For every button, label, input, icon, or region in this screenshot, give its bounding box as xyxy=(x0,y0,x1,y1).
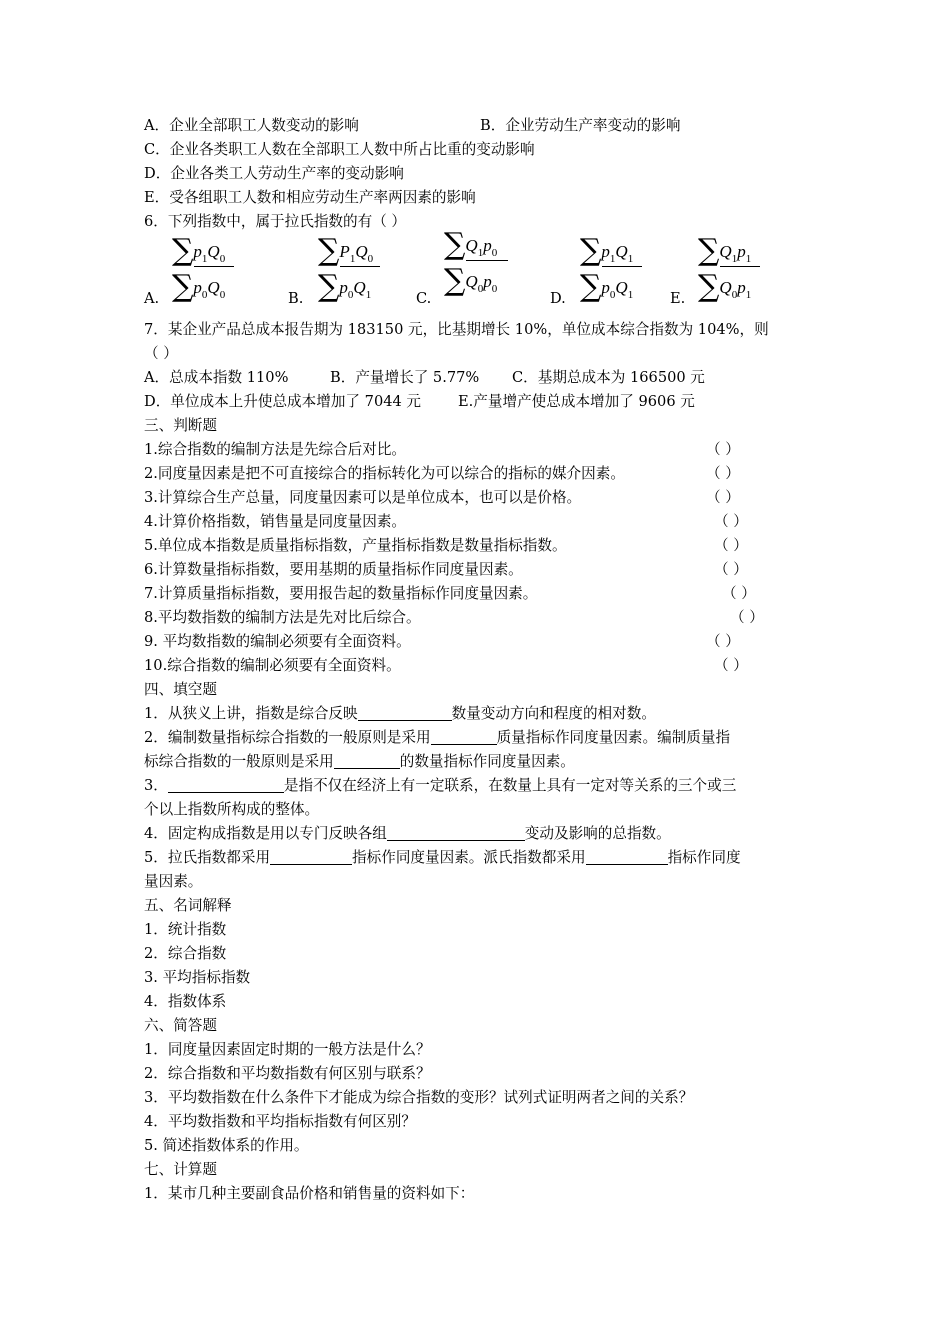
answer-parens: （ ） xyxy=(706,633,740,650)
answer-blank[interactable] xyxy=(358,703,452,721)
judge-item: 4.计算价格指数，销售量是同度量因素。 （ ） xyxy=(144,510,824,534)
section-heading-judge: 三、判断题 xyxy=(144,417,217,434)
answer-parens: （ ） xyxy=(714,537,748,554)
calc-item: 1．某市几种主要副食品价格和销售量的资料如下： xyxy=(144,1185,475,1202)
q7-option-c: C．基期总成本为 166500 元 xyxy=(512,369,705,386)
judge-item: 2.同度量因素是把不可直接综合的指标转化为可以综合的指标的媒介因素。 （ ） xyxy=(144,462,824,486)
fill-item-1: 1．从狭义上讲，指数是综合反映 数量变动方向和程度的相对数。 xyxy=(144,705,656,722)
q7-option-d: D．单位成本上升使总成本增加了 7044 元 xyxy=(144,393,422,410)
judge-item: 6.计算数量指标指数，要用基期的质量指标作同度量因素。 （ ） xyxy=(144,558,824,582)
answer-parens: （ ） xyxy=(706,465,740,482)
judge-item: 3.计算综合生产总量，同度量因素可以是单位成本，也可以是价格。 （ ） xyxy=(144,486,824,510)
section-heading-terms: 五、名词解释 xyxy=(144,897,232,914)
section-heading-short: 六、简答题 xyxy=(144,1017,217,1034)
answer-parens: （ ） xyxy=(714,513,748,530)
q5-option-e: E．受各组职工人数和相应劳动生产率两因素的影响 xyxy=(144,189,476,206)
fill-item-2-cont: 标综合指数的一般原则是采用 的数量指标作同度量因素。 xyxy=(144,753,575,770)
term-item: 2．综合指数 xyxy=(144,945,227,962)
fraction-bar xyxy=(340,266,380,267)
answer-blank[interactable] xyxy=(270,847,352,865)
answer-blank[interactable] xyxy=(431,727,497,745)
sum-sign-icon: ∑ xyxy=(444,227,466,262)
sum-sign-icon: ∑ xyxy=(318,269,340,304)
short-item: 3．平均数指数在什么条件下才能成为综合指数的变形？试列式证明两者之间的关系？ xyxy=(144,1089,694,1106)
fill-item-5: 5．拉氏指数都采用 指标作同度量因素。派氏指数都采用 指标作同度 xyxy=(144,849,741,866)
q7-option-b: B．产量增长了 5.77% xyxy=(330,369,480,386)
q7-stem-line2: （ ） xyxy=(144,345,178,362)
answer-blank[interactable] xyxy=(168,775,284,793)
sum-sign-icon: ∑ xyxy=(698,233,720,268)
judge-item: 10.综合指数的编制必须要有全面资料。 （ ） xyxy=(144,654,824,678)
q7-stem-line1: 7．某企业产品总成本报告期为 183150 元，比基期增长 10%，单位成本综合指数为 104%，则 xyxy=(144,321,769,338)
short-item: 1．同度量因素固定时期的一般方法是什么？ xyxy=(144,1041,431,1058)
q5-option-c: C．企业各类职工人数在全部职工人数中所占比重的变动影响 xyxy=(144,141,535,158)
judge-item: 8.平均数指数的编制方法是先对比后综合。 （ ） xyxy=(144,606,824,630)
q5-option-b: B．企业劳动生产率变动的影响 xyxy=(480,117,681,134)
q7-options-row1 xyxy=(144,366,824,390)
fill-item-2: 2．编制数量指标综合指数的一般原则是采用 质量指标作同度量因素。编制质量指 xyxy=(144,729,731,746)
sum-sign-icon: ∑ xyxy=(172,233,194,268)
fill-item-5-cont: 量因素。 xyxy=(144,873,203,890)
answer-parens: （ ） xyxy=(714,657,748,674)
q6-formula-options: A. $\sum p_1Q_0$ $\sum p_0Q_0$ B. $\sum P_1Q_0$ $\sum p_0Q_1$ C. $\sum Q_1p_0$ $\sum Q_0p_0$ D. $\sum p_1Q_1$ $\sum p_0Q_1$ E. $\sum Q_1p_1$ $\sum Q_0p_1$ xyxy=(144,234,824,312)
answer-blank[interactable] xyxy=(586,847,668,865)
q5-option-d: D．企业各类工人劳动生产率的变动影响 xyxy=(144,165,404,182)
sum-sign-icon: ∑ xyxy=(698,269,720,304)
answer-blank[interactable] xyxy=(387,823,525,841)
section-heading-fill: 四、填空题 xyxy=(144,681,217,698)
fraction-bar xyxy=(466,260,508,261)
answer-blank[interactable] xyxy=(334,751,400,769)
judge-item: 5.单位成本指数是质量指标指数，产量指标指数是数量指标指数。 （ ） xyxy=(144,534,824,558)
q7-option-a: A．总成本指数 110% xyxy=(144,369,289,386)
judge-item: 9. 平均数指数的编制必须要有全面资料。 （ ） xyxy=(144,630,824,654)
judge-item: 1.综合指数的编制方法是先综合后对比。 （ ） xyxy=(144,438,824,462)
term-item: 4．指数体系 xyxy=(144,993,227,1010)
sum-sign-icon: ∑ xyxy=(580,269,602,304)
sum-sign-icon: ∑ xyxy=(444,263,466,298)
document-page xyxy=(144,114,824,1206)
sum-sign-icon: ∑ xyxy=(172,269,194,304)
short-item: 2．综合指数和平均数指数有何区别与联系？ xyxy=(144,1065,431,1082)
q5-option-a: A．企业全部职工人数变动的影响 xyxy=(144,117,359,134)
fraction-bar xyxy=(720,266,760,267)
q7-option-e: E.产量增产使总成本增加了 9606 元 xyxy=(458,393,695,410)
answer-parens: （ ） xyxy=(722,585,756,602)
fraction-bar xyxy=(194,266,234,267)
sum-sign-icon: ∑ xyxy=(580,233,602,268)
term-item: 1．统计指数 xyxy=(144,921,227,938)
answer-parens: （ ） xyxy=(706,489,740,506)
fill-item-3: 3． 是指不仅在经济上有一定联系，在数量上具有一定对等关系的三个或三 xyxy=(144,777,737,794)
sum-sign-icon: ∑ xyxy=(318,233,340,268)
answer-parens: （ ） xyxy=(714,561,748,578)
section-heading-calc: 七、计算题 xyxy=(144,1161,217,1178)
judge-item: 7.计算质量指标指数，要用报告起的数量指标作同度量因素。 （ ） xyxy=(144,582,824,606)
q5-option-row xyxy=(144,114,824,138)
fill-item-3-cont: 个以上指数所构成的整体。 xyxy=(144,801,320,818)
q6-stem: 6．下列指数中，属于拉氏指数的有（ ） xyxy=(144,213,407,230)
term-item: 3. 平均指标指数 xyxy=(144,969,251,986)
answer-parens: （ ） xyxy=(730,609,764,626)
q7-options-row2 xyxy=(144,390,824,414)
short-item: 4．平均数指数和平均指标指数有何区别？ xyxy=(144,1113,416,1130)
fraction-bar xyxy=(602,266,642,267)
fill-item-4: 4．固定构成指数是用以专门反映各组 变动及影响的总指数。 xyxy=(144,825,671,842)
short-item: 5. 简述指数体系的作用。 xyxy=(144,1137,309,1154)
answer-parens: （ ） xyxy=(706,441,740,458)
